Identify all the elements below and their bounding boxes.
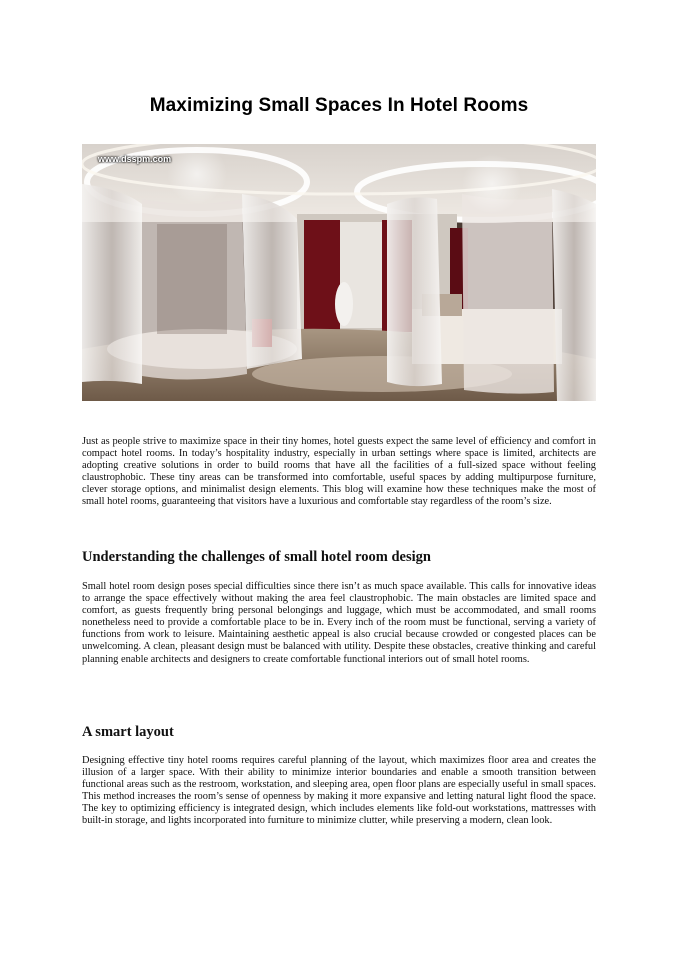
page-title: Maximizing Small Spaces In Hotel Rooms <box>149 94 529 116</box>
section-heading-layout: A smart layout <box>82 724 174 740</box>
section-body-layout: Designing effective tiny hotel rooms requires careful planning of the layout, which maximizes floor area and creates the illusion of a larger space. With their ability to minimize interior boundaries and enable a smooth transition between functional areas such as the restroom, workstation, and sleeping area, open floor plans are especially useful in small spaces. This method increases the room’s sense of openness by making it more expansive and letting natural light flood the space. The key to optimizing efficiency is integrated design, which includes elements like fold-out workstations, mattresses with built-in storage, and lights incorporated into furniture to minimize clutter, while preserving a modern, clean look. <box>82 755 596 827</box>
image-watermark: www.dsspm.com <box>98 154 172 164</box>
hotel-room-photo <box>82 144 596 401</box>
section-body-challenges: Small hotel room design poses special difficulties since there isn’t as much space available. This calls for innovative ideas to arrange the space effectively without making the area feel claustrophobic. The main obstacles are limited space and comfort, as guests frequently bring personal belongings and luggage, which must be accommodated, and small rooms nonetheless need to provide a comfortable place to be in. Every inch of the room must be functional, serving a variety of functions from work to leisure. Maintaining aesthetic appeal is also crucial because crowded or congested places can be unwelcoming. A clean, pleasant design must be balanced with utility. Despite these obstacles, creative thinking and careful planning enable architects and designers to create comfortable functional interiors out of small hotel rooms. <box>82 581 596 665</box>
section-heading-challenges: Understanding the challenges of small hotel room design <box>82 549 431 565</box>
intro-paragraph: Just as people strive to maximize space in their tiny homes, hotel guests expect the same level of efficiency and comfort in compact hotel rooms. In today’s hospitality industry, especially in urban settings where space is limited, architects are adopting creative solutions in order to build rooms that have all the facilities of a full-sized space without feeling claustrophobic. These tiny areas can be transformed into comfortable, useful spaces by adding multipurpose furniture, clever storage options, and minimalist design elements. This blog will examine how these techniques make the most of small hotel rooms, guaranteeing that visitors have a luxurious and comfortable stay regardless of the room’s size. <box>82 436 596 508</box>
